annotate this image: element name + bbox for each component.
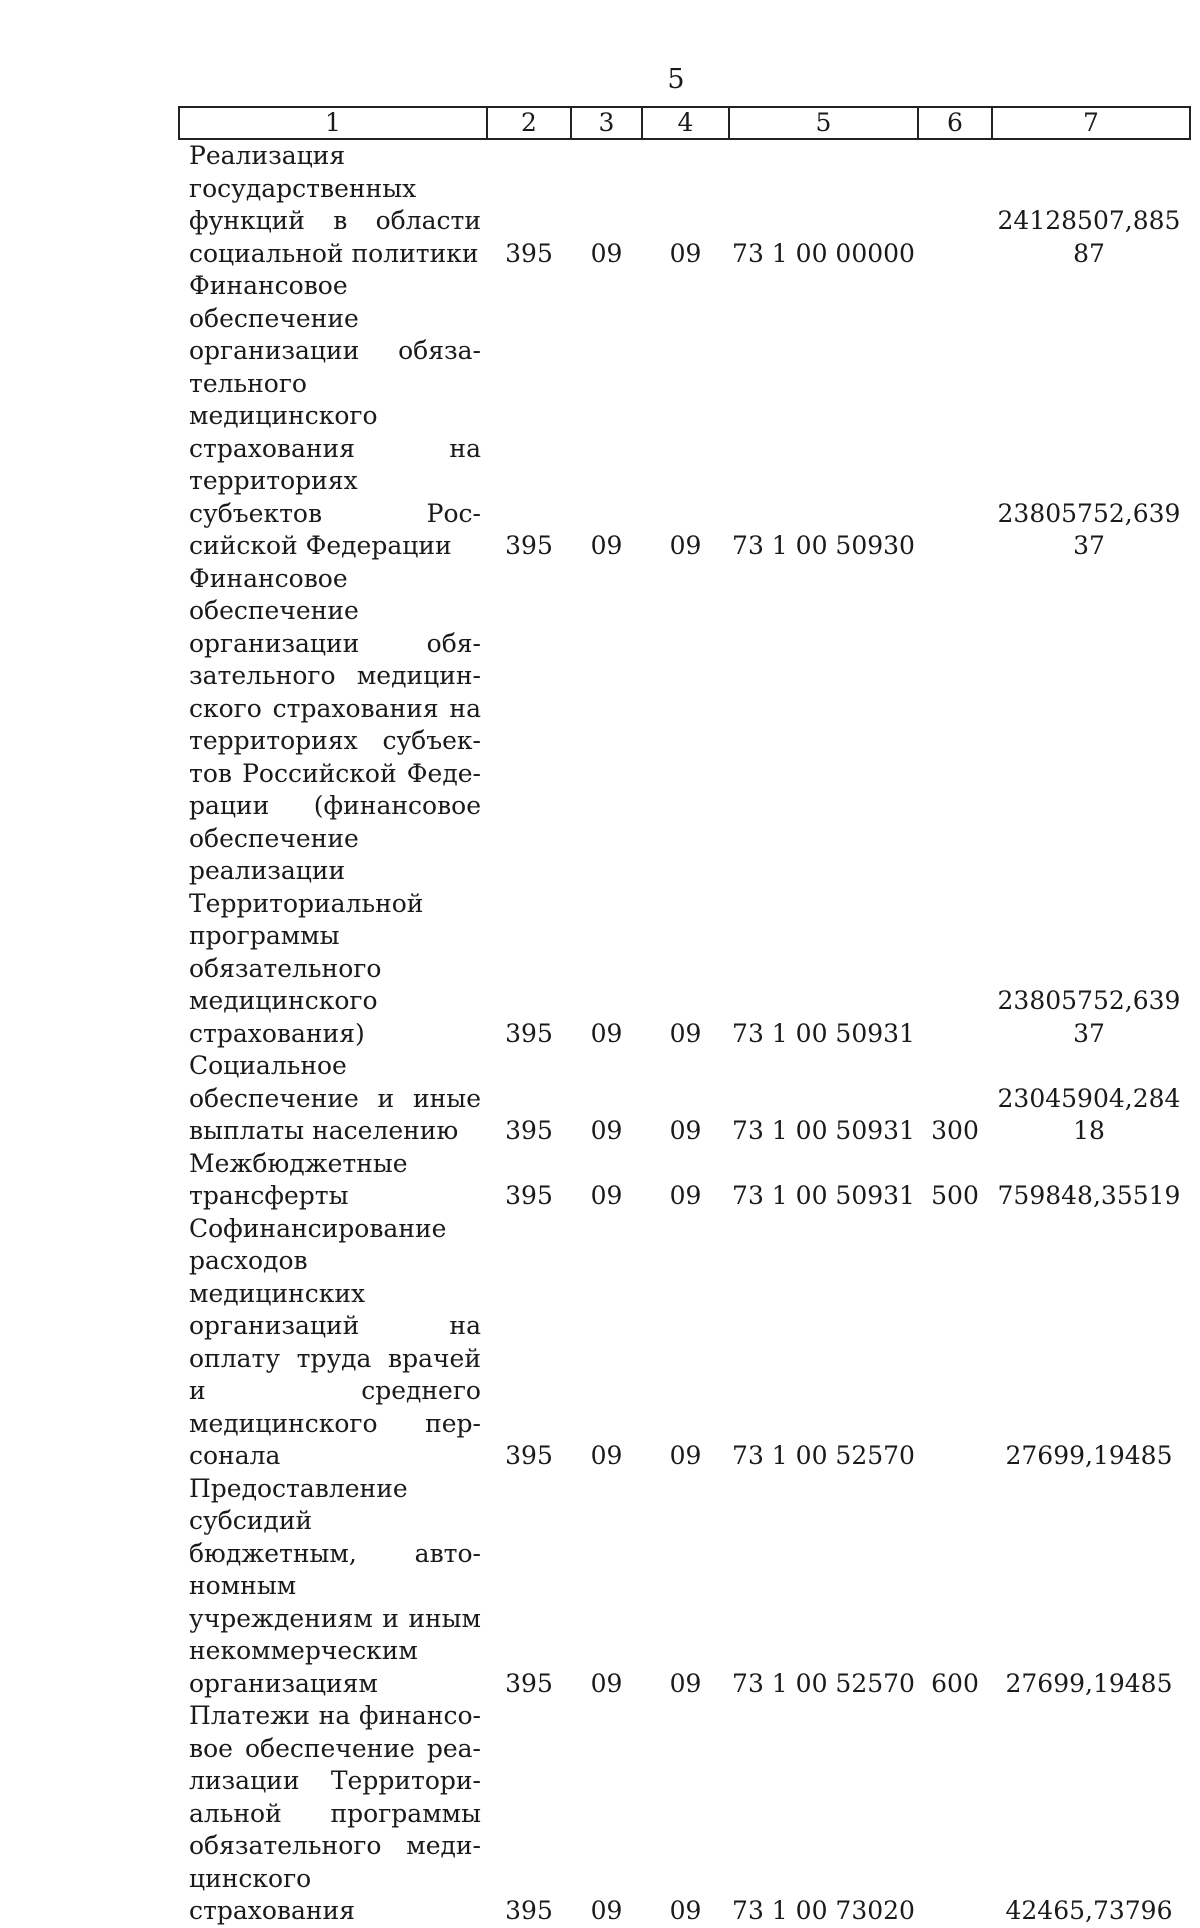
table-header bbox=[179, 107, 1190, 139]
cell-expense-type bbox=[918, 1213, 992, 1473]
table-row bbox=[179, 1700, 1190, 1928]
cell-amount: 23805752,63937 bbox=[997, 498, 1181, 560]
cell-expense-type: 600 bbox=[931, 1668, 979, 1698]
cell-expense-type bbox=[918, 563, 992, 1051]
row-name: Предоставление субсидий бюджетным, автономным учреждениям и иным некоммерческим организациям bbox=[189, 1473, 481, 1698]
budget-table bbox=[178, 106, 1191, 1928]
cell-subsection: 09 bbox=[669, 1896, 702, 1925]
cell-amount: 759848,35519 bbox=[997, 1181, 1181, 1210]
cell-admin-code: 395 bbox=[505, 1116, 553, 1145]
table-row bbox=[179, 1148, 1190, 1213]
cell-expense-type bbox=[918, 1700, 992, 1928]
cell-admin-code: 395 bbox=[505, 1896, 553, 1925]
cell-admin-code: 395 bbox=[505, 1668, 553, 1698]
cell-subsection: 09 bbox=[669, 1668, 702, 1698]
row-name: Финансовое обеспечение организации обязательного медицинского страхования на территориях субъектов Российской Федерации (финансовое обеспечение реализации Территориальной программы обязательного медицинского страхования) bbox=[189, 563, 481, 1048]
cell-section: 09 bbox=[590, 531, 623, 560]
cell-expense-type: 300 bbox=[931, 1116, 979, 1145]
table-row bbox=[179, 563, 1190, 1051]
cell-subsection: 09 bbox=[669, 1116, 702, 1145]
row-name: Реализация государственных функций в области социальной политики bbox=[189, 141, 481, 268]
cell-target-code: 73 1 00 73020 bbox=[732, 1896, 915, 1925]
cell-section: 09 bbox=[590, 1018, 623, 1048]
row-name: Межбюджетные трансферты bbox=[189, 1148, 408, 1210]
column-header-5: 5 bbox=[729, 107, 918, 139]
row-name: Социальное обеспечение и иные выплаты населению bbox=[189, 1051, 481, 1145]
cell-subsection: 09 bbox=[669, 238, 702, 268]
cell-subsection: 09 bbox=[669, 531, 702, 560]
cell-section: 09 bbox=[590, 1116, 623, 1145]
column-header-1: 1 bbox=[179, 107, 487, 139]
cell-target-code: 73 1 00 00000 bbox=[732, 238, 915, 268]
cell-target-code: 73 1 00 50931 bbox=[732, 1181, 915, 1210]
cell-target-code: 73 1 00 50930 bbox=[732, 531, 915, 560]
cell-admin-code: 395 bbox=[505, 238, 553, 268]
cell-admin-code: 395 bbox=[505, 1018, 553, 1048]
cell-subsection: 09 bbox=[669, 1441, 702, 1470]
cell-admin-code: 395 bbox=[505, 1181, 553, 1210]
row-name: Софинансирование расходов медицинских организаций на оплату труда врачей и среднего медицинского персонала bbox=[189, 1213, 481, 1470]
cell-amount: 27699,19485 bbox=[1005, 1441, 1173, 1470]
table-row bbox=[179, 270, 1190, 563]
cell-amount: 27699,19485 bbox=[1005, 1668, 1173, 1698]
cell-expense-type: 500 bbox=[931, 1181, 979, 1210]
cell-section: 09 bbox=[590, 1896, 623, 1925]
cell-admin-code: 395 bbox=[505, 1441, 553, 1470]
row-name: Финансовое обеспечение организации обязательного медицинского страхования на территориях субъектов Российской Федерации bbox=[189, 271, 481, 560]
header-row bbox=[179, 107, 1190, 139]
cell-target-code: 73 1 00 50931 bbox=[732, 1116, 915, 1145]
cell-section: 09 bbox=[590, 1668, 623, 1698]
cell-target-code: 73 1 00 52570 bbox=[732, 1668, 915, 1698]
cell-section: 09 bbox=[590, 238, 623, 268]
cell-amount: 23045904,28418 bbox=[997, 1083, 1181, 1145]
table-body bbox=[179, 139, 1190, 1928]
column-header-2: 2 bbox=[487, 107, 571, 139]
cell-subsection: 09 bbox=[669, 1181, 702, 1210]
cell-admin-code: 395 bbox=[505, 531, 553, 560]
cell-expense-type bbox=[918, 139, 992, 270]
table-row bbox=[179, 1213, 1190, 1473]
cell-subsection: 09 bbox=[669, 1018, 702, 1048]
cell-amount: 24128507,88587 bbox=[997, 206, 1181, 268]
row-name: Платежи на финансовое обеспечение реализации Территориальной программы обязательного медицинского страхования bbox=[189, 1701, 481, 1925]
column-header-3: 3 bbox=[571, 107, 642, 139]
cell-section: 09 bbox=[590, 1181, 623, 1210]
cell-expense-type bbox=[918, 270, 992, 563]
table-row bbox=[179, 1050, 1190, 1148]
column-header-6: 6 bbox=[918, 107, 992, 139]
cell-section: 09 bbox=[590, 1441, 623, 1470]
page-number: 5 bbox=[667, 64, 685, 95]
cell-amount: 23805752,63937 bbox=[997, 986, 1181, 1048]
cell-target-code: 73 1 00 50931 bbox=[732, 1018, 915, 1048]
cell-target-code: 73 1 00 52570 bbox=[732, 1441, 915, 1470]
table-row bbox=[179, 139, 1190, 270]
column-header-7: 7 bbox=[992, 107, 1190, 139]
table-row bbox=[179, 1473, 1190, 1701]
cell-amount: 42465,73796 bbox=[1005, 1896, 1173, 1925]
column-header-4: 4 bbox=[642, 107, 729, 139]
